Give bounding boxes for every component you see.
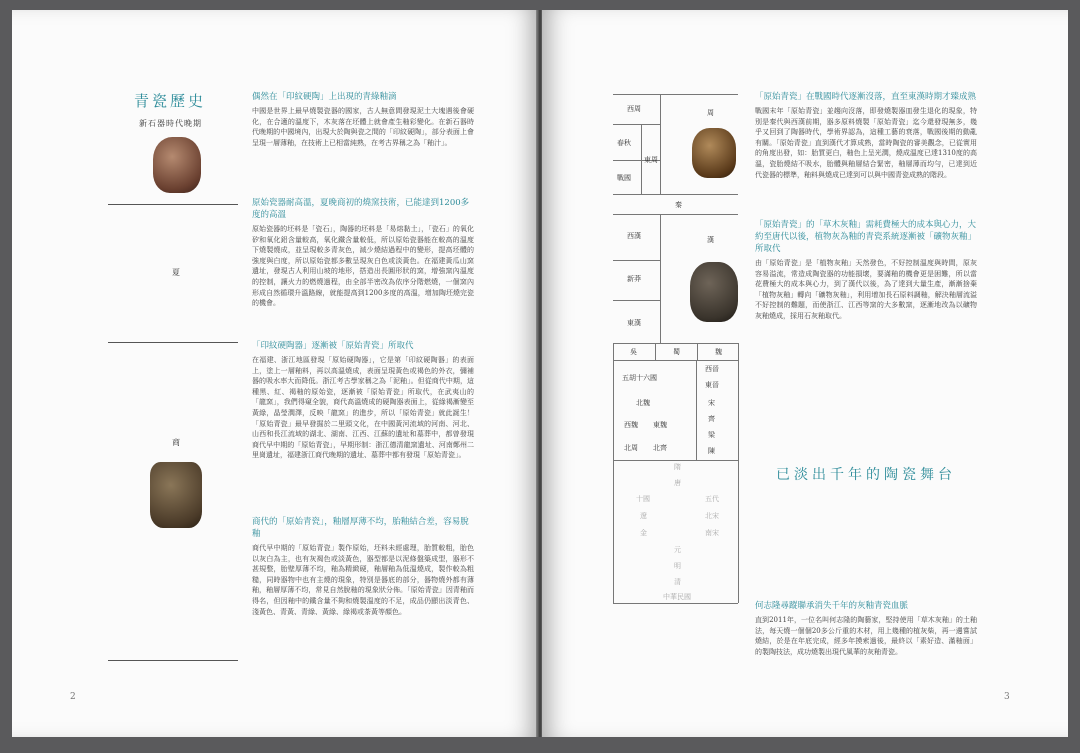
section-4 [252,516,474,617]
section-body: 直到2011年，一位名叫何志隆的陶藝家，堅持使用「草木灰釉」的土釉法，每天燒一個個20多公斤重的木材，用上幾種的植灰柴，再一邊嘗試燒結，於是在年底完成，經多年摸索過後，最終以「素好造、滿釉面」的製陶技法，成功燒製出現代風華的灰釉青瓷。 [755,616,977,656]
tl-line [697,343,698,360]
bronze-vessel-image [692,128,736,178]
section-r2 [755,219,977,322]
tl-line [613,300,660,301]
section-3 [252,340,474,461]
tl-cell: 西漢 [627,232,641,240]
section-body: 原始瓷器的坯料是「瓷石」，陶器的坯料是「易熔黏土」，「瓷石」的氧化矽和氧化鋁含量較高，氧化鐵含量較低，所以原始瓷器能在較高的溫度下燒製燒成，並呈現較多青灰色，減少燒結過程中的變形，提高坯體的強度與白度，所以原始瓷都多數呈現灰白色或淡黃色。在福建黃瓜山窯遺址，發現古人利用山坡的地形，搭造出長圓形狀的窯，增強窯內溫度的控制，讓火力的燃燒過程，由全部半密改為依序分階燃燒，一個窯內形成自然循環升溫路線，就能提高到1200多度的高溫，增加陶坯燒完瓷的機會。 [252,225,474,308]
tl-line [613,124,660,125]
page-title: 青瓷歷史 [134,92,207,110]
han-jar-image [690,262,738,322]
section-heading: 「原始青瓷」在戰國時代逐漸沒落，直至東漢時期才臻成熟 [755,92,977,102]
tl-cell: 陳 [708,447,715,455]
tl-cell: 五代 [705,495,719,503]
section-body: 在福建、浙江地區發現「原始硬陶器」，它是第「印紋硬陶器」的表面上，塗上一層釉料，再以高溫燒成，表面呈現黃色或褐色的外衣，彌補器的吸水率大而降低。浙江考古學家稱之為「泥釉」。但從商代中期，這種黑、紅、褐釉的原始瓷，逐漸被「原始青瓷」所取代，在武夷山的「龍窯」，我們得窺全貌，商代高溫燒成的硬陶器表面上，從綠褐漸變至黃綠，晶瑩潤澤，反映「龍窯」的進步，所以「原始青瓷」就此誕生！「原始青瓷」最早發掘於二里頭文化，在中國黃河流域的河南、河北、山西和長江流域的湖北、湖南、江西、江蘇的遺址和墓葬中，都曾發現商代早中期的「原始青瓷」，早期形制：浙江德清龍窯遺址、河南鄭州二里崗遺址，福建浙江商代晚期的遺址、墓葬中都有發現「原始青瓷」。 [252,356,474,460]
section-heading: 偶然在「印紋硬陶」上出現的青綠釉滴 [252,92,397,102]
tl-line [613,94,738,95]
tl-cell: 明 [674,562,681,570]
tl-cell: 宋 [708,399,715,407]
tl-cell: 南宋 [705,529,719,537]
tl-line [613,214,738,215]
tl-cell: 北齊 [653,444,667,452]
tl-cell: 東周 [644,156,658,164]
tl-cell: 齊 [708,415,715,423]
tl-cell: 北宋 [705,512,719,520]
tl-line [613,343,614,603]
left-rule-1 [108,204,238,205]
section-body: 戰國末年「原始青瓷」並趨向沒落，即發燒製器皿發生退化的現象，特別是秦代與西漢前期，器多原料燒製「原始青瓷」迄今還發現無多，幾乎又回到了陶器時代，學術界認為，這種工藝的衰落，戰國後期的動亂有關。「原始青瓷」直到漢代才算成熟，當時陶瓷的審美觀念，已從實用的角度出發，如：胎質更白，釉色上呈光潤，燒成溫度已達1310度的高溫，瓷胎燒結不吸水，胎體與釉層結合緊密，釉層薄而均勻，已達到近代瓷器的標準，釉料與燒成已達到可以與中國青瓷成熟的階段。 [755,107,977,179]
section-heading: 原始瓷器耐高溫，夏晚商初的燒窯技術，已能達到1200多度的高溫 [252,198,470,220]
tl-cell: 西周 [627,105,641,113]
section-body: 由「原始青瓷」是「植物灰釉」天然發色，不好控制溫度與時間，原灰容易溢流，常造成陶瓷器的功能損壞，要滿釉的機會更是困難，所以當花費極大的成本與心力，到了漢代以後，為了達到大量生產，漸漸捨棄「植物灰釉」轉向「礦物灰釉」，利用增加長石原料調釉，解決釉層流溢不好控制的難題，而使浙江、江西等窯的大多數窯，逐漸地改為以礦物灰釉燒成，採用石灰釉取代。 [755,259,977,320]
left-rule-3 [108,660,238,661]
section-1 [252,91,474,148]
left-rule-2 [108,342,238,343]
tl-cell: 唐 [674,479,681,487]
tl-cell: 魏 [715,348,722,356]
tl-cell: 漢 [707,236,714,244]
tl-line [696,360,697,460]
tl-line [613,260,660,261]
tl-cell: 西晉 [705,365,719,373]
section-heading: 商代的「原始青瓷」，釉層厚薄不均，胎釉結合差，容易脫釉 [252,517,469,539]
section-body: 商代早中期的「原始青瓷」製作原始，坯料未經處理，胎質較粗，胎色以灰白為主，也有灰褐色或淡黃色，器型都是以泥條盤築成型，器形不甚規整，胎壁厚薄不均，釉為精緻硬，釉層釉為低溫燒成，製作較為粗糙，同時器物中也有主燒的現象，特別是器底的部分，器物燒外都有薄釉，釉層厚薄不均，常見自然脫釉的現象狀分佈。「原始青瓷」因青釉而得名，但因釉中的鐵含量不夠和燒製溫度的不足，成品仍顯出淡青色、淺黃色、青黃、青綠、黃綠、綠褐或茶黃等顏色。 [252,544,474,616]
tl-line [655,343,656,360]
section-heading: 「印紋硬陶器」逐漸被「原始青瓷」所取代 [252,341,414,351]
era-shang: 商 [172,438,180,447]
tl-line [660,214,661,343]
tl-line [613,460,738,461]
tl-line [613,360,738,361]
era-xia: 夏 [172,268,180,277]
tl-cell: 周 [707,109,714,117]
tl-cell: 金 [640,529,647,537]
tl-cell: 隋 [674,463,681,471]
tl-cell: 蜀 [673,348,680,356]
tl-cell: 五胡十六國 [622,374,657,382]
tl-cell: 新莽 [627,275,641,283]
tl-cell: 春秋 [617,139,631,147]
tl-line [613,194,738,195]
tl-cell: 東晉 [705,381,719,389]
section-body: 中國是世界上最早燒製瓷器的國家，古人無意間發現泥土大塊遇後會硬化，在合適的溫度下，木灰落在坯體上就會產生釉彩變化。在新石器時代晚期的中國境內，出現大於陶與瓷之間的「印紋硬陶」，部分表面上會呈現一層薄釉，在技術上已相當純熟，在考古界稱之為「釉汁」。 [252,107,474,147]
tl-cell: 東魏 [653,421,667,429]
tl-cell: 北魏 [636,399,650,407]
tl-cell: 十國 [636,495,650,503]
tl-cell: 吳 [630,348,637,356]
tl-cell: 戰國 [617,174,631,182]
tl-cell: 中華民國 [663,593,691,601]
section-2 [252,197,474,309]
tl-line [613,603,738,604]
section-heading: 何志隆尋蹤聯承消失千年的灰釉青瓷血脈 [755,601,909,611]
page-number-right: 3 [1004,692,1010,702]
tl-cell: 秦 [675,201,682,209]
page-subtitle: 新石器時代晚期 [139,119,202,128]
banner-heading: 已淡出千年的陶瓷舞台 [776,467,956,483]
tl-cell: 北周 [624,444,638,452]
tl-cell: 遼 [640,512,647,520]
tl-cell: 清 [674,578,681,586]
tl-cell: 梁 [708,431,715,439]
section-heading: 「原始青瓷」的「草木灰釉」需耗費極大的成本與心力，大約至唐代以後，植物灰為釉的青瓷系統逐漸被「礦物灰釉」所取代 [755,220,977,254]
tl-cell: 東漢 [627,319,641,327]
tl-line [660,94,661,194]
tl-line [613,343,738,344]
section-r1 [755,91,977,180]
tl-line [738,343,739,603]
page-number-left: 2 [70,692,76,702]
tl-line [641,124,642,194]
tl-cell: 元 [674,546,681,554]
neolithic-pot-image [153,137,201,193]
shang-jar-image [150,462,202,528]
tl-cell: 西魏 [624,421,638,429]
section-r3 [755,600,977,657]
